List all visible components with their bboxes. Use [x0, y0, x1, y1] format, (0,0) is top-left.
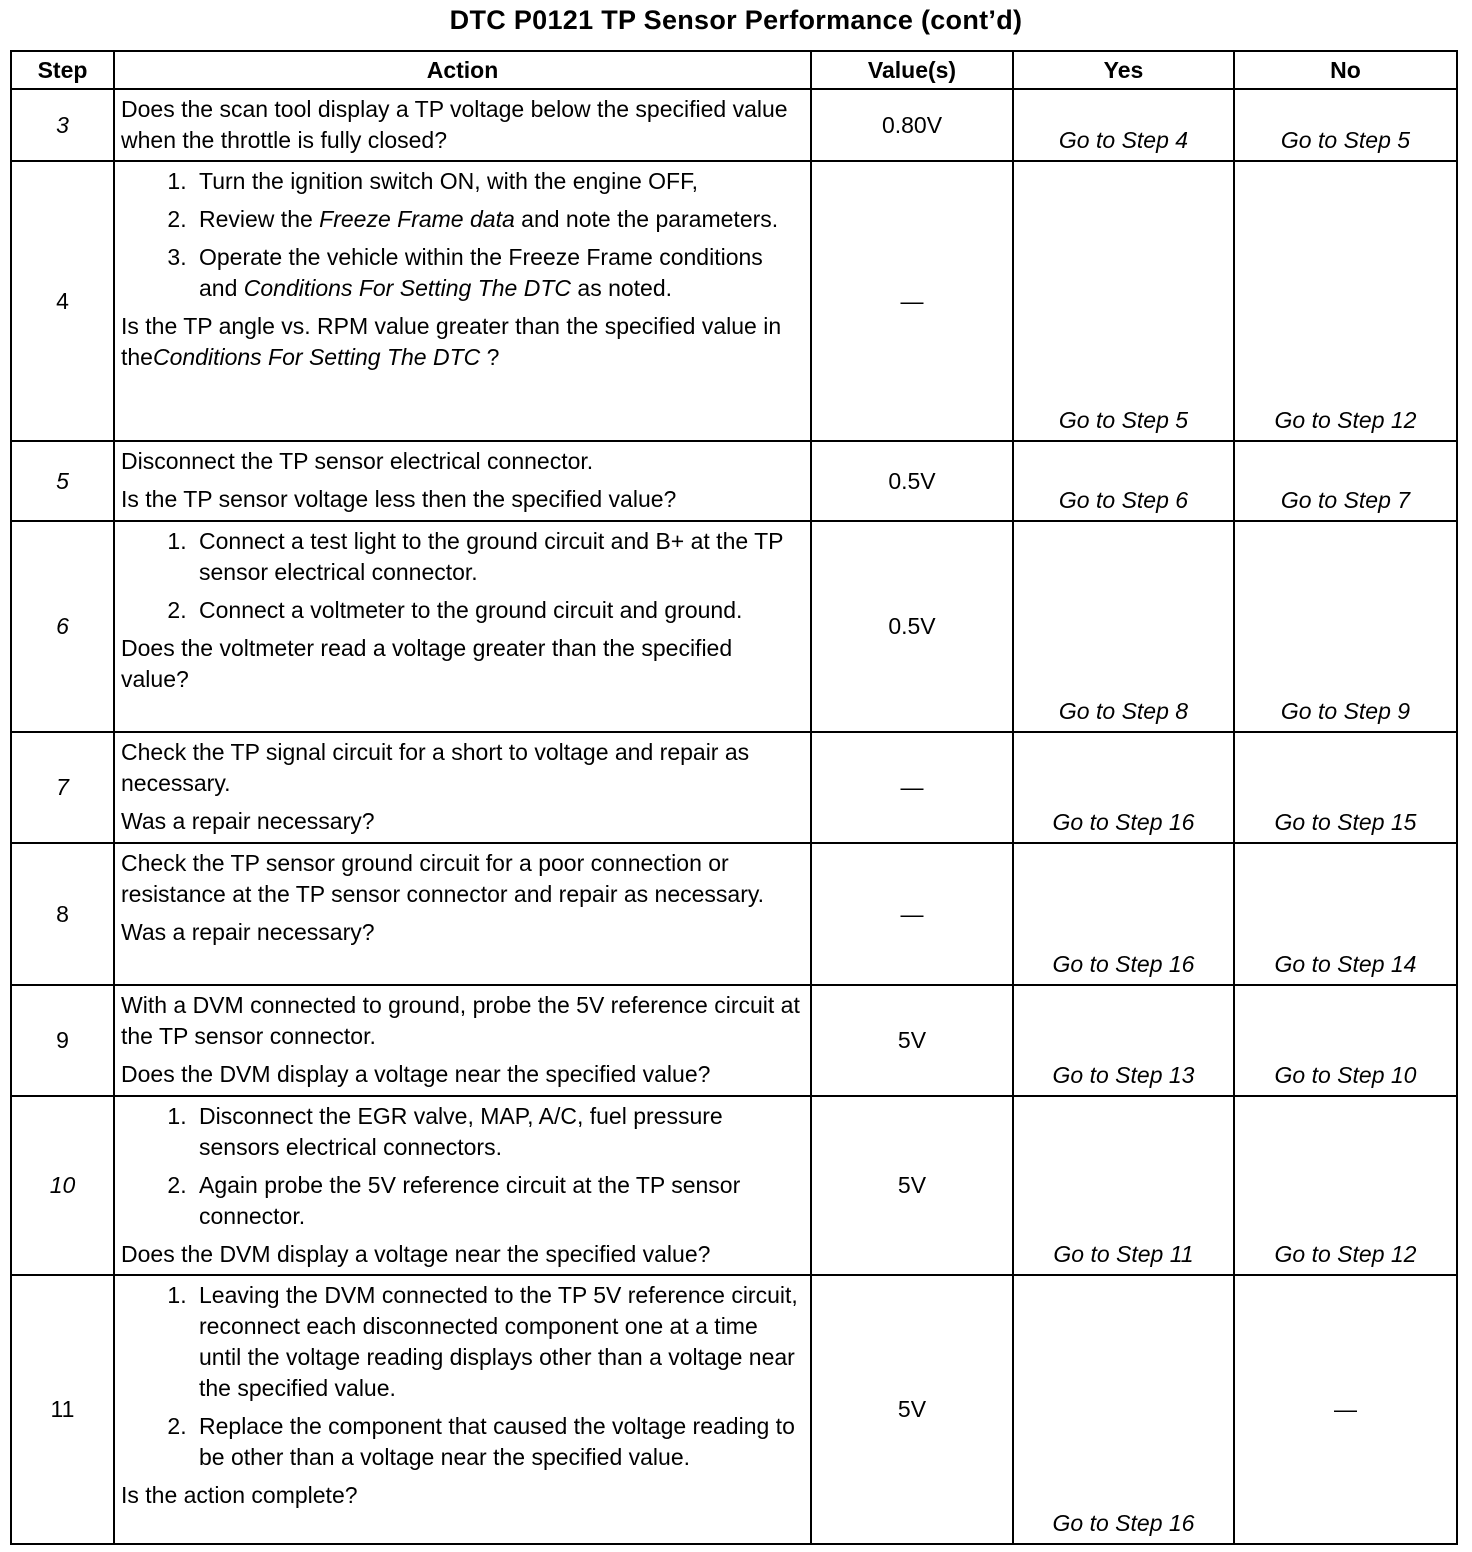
action-cell	[114, 843, 811, 985]
value-cell: 5V	[811, 985, 1013, 1096]
header-no: No	[1234, 51, 1457, 89]
question-emphasis: Conditions For Setting The DTC	[152, 344, 481, 370]
no-cell: Go to Step 14	[1234, 843, 1457, 985]
action-step-text: Disconnect the EGR valve, MAP, A/C, fuel pressure sensors electrical connectors.	[199, 1103, 723, 1160]
step-number: 11	[11, 1275, 114, 1544]
action-text: With a DVM connected to ground, probe the 5V reference circuit at the TP sensor connector.	[121, 992, 800, 1049]
action-cell	[114, 89, 811, 161]
no-cell: Go to Step 5	[1234, 89, 1457, 161]
step-number: 10	[11, 1096, 114, 1275]
yes-cell: Go to Step 6	[1013, 441, 1234, 521]
action-question: Does the voltmeter read a voltage greater than the specified value?	[121, 635, 733, 692]
action-step-text: as noted.	[571, 275, 673, 301]
action-step-item	[193, 204, 806, 235]
value-cell: 0.5V	[811, 521, 1013, 732]
table-row	[11, 441, 1457, 521]
no-cell: Go to Step 12	[1234, 161, 1457, 441]
action-cell	[114, 732, 811, 843]
action-steps	[121, 166, 806, 304]
action-step-text: Turn the ignition switch ON, with the engine OFF,	[199, 168, 698, 194]
table-row	[11, 89, 1457, 161]
action-step-emphasis: Freeze Frame data	[319, 206, 515, 232]
value-cell: 5V	[811, 1096, 1013, 1275]
value-cell: 0.5V	[811, 441, 1013, 521]
action-text: Check the TP signal circuit for a short to voltage and repair as necessary.	[121, 739, 750, 796]
header-yes: Yes	[1013, 51, 1234, 89]
no-cell: Go to Step 12	[1234, 1096, 1457, 1275]
action-cell	[114, 161, 811, 441]
action-question: Is the action complete?	[121, 1482, 358, 1508]
action-cell	[114, 1275, 811, 1544]
no-cell: Go to Step 10	[1234, 985, 1457, 1096]
action-question: Does the DVM display a voltage near the specified value?	[121, 1241, 711, 1267]
table-row	[11, 1096, 1457, 1275]
action-steps	[121, 1101, 806, 1232]
value-cell: —	[811, 161, 1013, 441]
action-step-text: Operate the vehicle within the Freeze Frame conditions and	[199, 244, 763, 301]
yes-cell: Go to Step 16	[1013, 732, 1234, 843]
action-step-item	[193, 1170, 806, 1232]
table-row	[11, 161, 1457, 441]
action-cell	[114, 521, 811, 732]
no-cell: —	[1234, 1275, 1457, 1544]
step-number: 7	[11, 732, 114, 843]
action-cell	[114, 1096, 811, 1275]
step-number: 5	[11, 441, 114, 521]
value-cell: —	[811, 732, 1013, 843]
no-cell: Go to Step 15	[1234, 732, 1457, 843]
action-step-item	[193, 1280, 806, 1404]
question-text: ?	[480, 344, 500, 370]
table-row	[11, 521, 1457, 732]
action-step-item	[193, 1101, 806, 1163]
step-number: 9	[11, 985, 114, 1096]
action-step-item	[193, 166, 806, 197]
header-step: Step	[11, 51, 114, 89]
value-cell: 0.80V	[811, 89, 1013, 161]
action-step-text: Connect a voltmeter to the ground circuit and ground.	[199, 597, 743, 623]
action-step-text: Review the	[199, 206, 320, 232]
yes-cell: Go to Step 16	[1013, 1275, 1234, 1544]
question-text: Is the TP angle vs. RPM value greater than the specified value in the	[121, 313, 782, 370]
action-step-item	[193, 595, 806, 626]
page-title: DTC P0121 TP Sensor Performance (cont’d)	[449, 5, 1023, 35]
action-cell	[114, 441, 811, 521]
action-cell	[114, 985, 811, 1096]
value-cell: 5V	[811, 1275, 1013, 1544]
yes-cell: Go to Step 5	[1013, 161, 1234, 441]
action-step-item	[193, 526, 806, 588]
header-action: Action	[114, 51, 811, 89]
action-question	[121, 311, 806, 373]
action-steps	[121, 526, 806, 626]
table-row	[11, 1275, 1457, 1544]
yes-cell: Go to Step 8	[1013, 521, 1234, 732]
step-number: 8	[11, 843, 114, 985]
action-step-text: Leaving the DVM connected to the TP 5V reference circuit, reconnect each disconnected component one at a time until the voltage reading displays other than a voltage near the specified value.	[199, 1282, 798, 1401]
step-number: 6	[11, 521, 114, 732]
action-text: Disconnect the TP sensor electrical connector.	[121, 448, 594, 474]
no-cell: Go to Step 9	[1234, 521, 1457, 732]
action-question: Is the TP sensor voltage less then the specified value?	[121, 486, 677, 512]
action-question: Was a repair necessary?	[121, 919, 375, 945]
action-step-text: and note the parameters.	[514, 206, 779, 232]
action-step-emphasis: Conditions For Setting The DTC	[243, 275, 572, 301]
table-row	[11, 732, 1457, 843]
yes-cell: Go to Step 13	[1013, 985, 1234, 1096]
header-row	[11, 51, 1457, 89]
diagnostic-table	[10, 50, 1458, 1545]
value-cell: —	[811, 843, 1013, 985]
action-step-text: Again probe the 5V reference circuit at the TP sensor connector.	[199, 1172, 741, 1229]
action-step-text: Replace the component that caused the voltage reading to be other than a voltage near the specified value.	[199, 1413, 795, 1470]
yes-cell: Go to Step 16	[1013, 843, 1234, 985]
action-question: Was a repair necessary?	[121, 808, 375, 834]
action-step-item	[193, 1411, 806, 1473]
action-question: Does the DVM display a voltage near the specified value?	[121, 1061, 711, 1087]
action-steps	[121, 1280, 806, 1473]
action-step-item	[193, 242, 806, 304]
action-text: Does the scan tool display a TP voltage below the specified value when the throttle is fully closed?	[121, 96, 788, 153]
action-step-text: Connect a test light to the ground circuit and B+ at the TP sensor electrical connector.	[199, 528, 784, 585]
yes-cell: Go to Step 11	[1013, 1096, 1234, 1275]
table-row	[11, 843, 1457, 985]
step-number: 3	[11, 89, 114, 161]
action-text: Check the TP sensor ground circuit for a poor connection or resistance at the TP sensor connector and repair as necessary.	[121, 850, 765, 907]
table-row	[11, 985, 1457, 1096]
no-cell: Go to Step 7	[1234, 441, 1457, 521]
yes-cell: Go to Step 4	[1013, 89, 1234, 161]
step-number: 4	[11, 161, 114, 441]
header-values: Value(s)	[811, 51, 1013, 89]
